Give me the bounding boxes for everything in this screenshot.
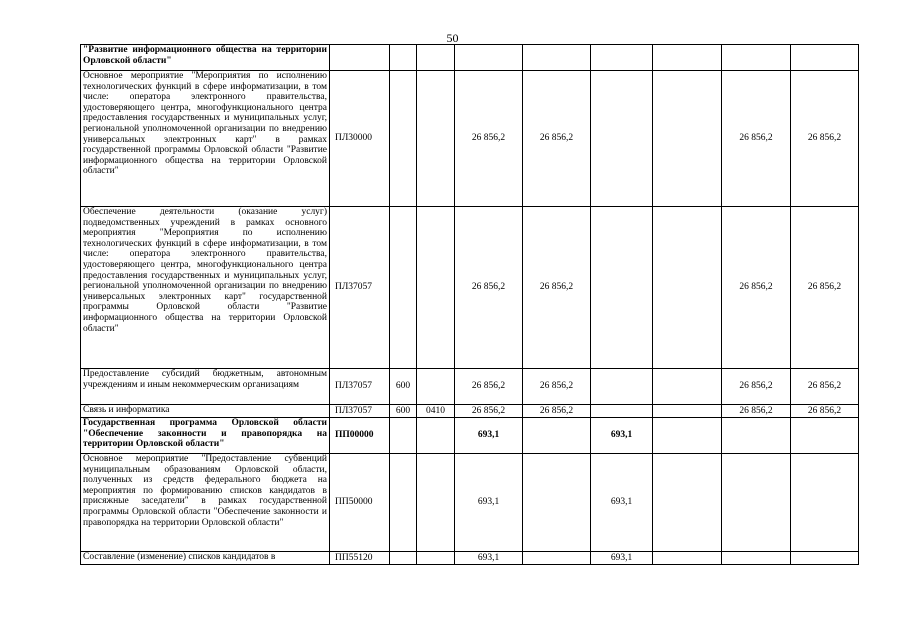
row-value-2: 26 856,2 bbox=[523, 71, 591, 207]
row-vr bbox=[390, 45, 417, 71]
row-value-5 bbox=[722, 552, 791, 565]
row-razdel bbox=[417, 207, 455, 369]
row-value-4 bbox=[653, 369, 722, 405]
row-value-1 bbox=[455, 45, 523, 71]
table-row bbox=[81, 71, 859, 207]
row-code: ПП55120 bbox=[330, 552, 390, 565]
row-value-5: 26 856,2 bbox=[722, 405, 791, 418]
row-value-2 bbox=[523, 454, 591, 552]
row-vr bbox=[390, 552, 417, 565]
row-name: Основное мероприятие "Предоставление субвенций муниципальным образованиям Орловской области, полученных из средств федерального бюджета на мероприятия по формированию списков кандидатов в присяжные заседатели" в рамках государственной программы Орловской области "Обеспечение законности и правопорядка на территории Орловской области" bbox=[81, 454, 330, 552]
row-name: Обеспечение деятельности (оказание услуг) подведомственных учреждений в рамках основного мероприятия "Мероприятия по исполнению технологических функций в сфере информатизации, в том числе: оператора электронного правительства, удостоверяющего центра, многофункционального центра предоставления государственных и муниципальных услуг, региональной уполномоченной организации по внедрению универсальных электронных карт" государственной программы Орловской области "Развитие информационного общества на территории Орловской области" bbox=[81, 207, 330, 369]
row-vr bbox=[390, 207, 417, 369]
row-code: ПЛ30000 bbox=[330, 71, 390, 207]
row-value-1: 693,1 bbox=[455, 418, 523, 454]
row-value-6 bbox=[791, 454, 859, 552]
row-value-4 bbox=[653, 418, 722, 454]
row-value-5 bbox=[722, 418, 791, 454]
row-value-1: 26 856,2 bbox=[455, 71, 523, 207]
row-name: Предоставление субсидий бюджетным, автономным учреждениям и иным некоммерческим организациям bbox=[81, 369, 330, 405]
row-value-4 bbox=[653, 454, 722, 552]
row-value-6 bbox=[791, 418, 859, 454]
row-value-5: 26 856,2 bbox=[722, 369, 791, 405]
table-row bbox=[81, 369, 859, 405]
row-razdel bbox=[417, 454, 455, 552]
row-value-1: 693,1 bbox=[455, 454, 523, 552]
row-value-4 bbox=[653, 71, 722, 207]
row-name: "Развитие информационного общества на территории Орловской области" bbox=[81, 45, 330, 71]
row-vr bbox=[390, 418, 417, 454]
row-value-6: 26 856,2 bbox=[791, 405, 859, 418]
row-razdel bbox=[417, 418, 455, 454]
row-value-4 bbox=[653, 405, 722, 418]
row-value-6: 26 856,2 bbox=[791, 369, 859, 405]
row-value-2: 26 856,2 bbox=[523, 405, 591, 418]
row-value-1: 26 856,2 bbox=[455, 207, 523, 369]
row-value-5: 26 856,2 bbox=[722, 207, 791, 369]
row-value-4 bbox=[653, 552, 722, 565]
row-value-3: 693,1 bbox=[591, 552, 653, 565]
table-row bbox=[81, 552, 859, 565]
budget-table bbox=[80, 44, 859, 565]
row-razdel bbox=[417, 71, 455, 207]
table-row bbox=[81, 405, 859, 418]
row-value-6: 26 856,2 bbox=[791, 207, 859, 369]
table-row bbox=[81, 418, 859, 454]
row-value-1: 26 856,2 bbox=[455, 405, 523, 418]
row-value-3 bbox=[591, 71, 653, 207]
row-value-5 bbox=[722, 454, 791, 552]
row-value-4 bbox=[653, 45, 722, 71]
row-name: Связь и информатика bbox=[81, 405, 330, 418]
row-code: ПЛ37057 bbox=[330, 207, 390, 369]
table-row bbox=[81, 45, 859, 71]
row-value-5 bbox=[722, 45, 791, 71]
row-value-2 bbox=[523, 552, 591, 565]
row-code: ПЛ37057 bbox=[330, 369, 390, 405]
table-row bbox=[81, 454, 859, 552]
row-value-6 bbox=[791, 552, 859, 565]
row-value-6 bbox=[791, 45, 859, 71]
row-code: ПЛ37057 bbox=[330, 405, 390, 418]
row-vr bbox=[390, 71, 417, 207]
row-value-3: 693,1 bbox=[591, 418, 653, 454]
row-razdel: 0410 bbox=[417, 405, 455, 418]
row-value-1: 26 856,2 bbox=[455, 369, 523, 405]
row-vr: 600 bbox=[390, 405, 417, 418]
row-value-3 bbox=[591, 45, 653, 71]
row-code: ПП50000 bbox=[330, 454, 390, 552]
row-name: Составление (изменение) списков кандидатов в bbox=[81, 552, 330, 565]
row-value-3 bbox=[591, 369, 653, 405]
row-value-3: 693,1 bbox=[591, 454, 653, 552]
row-value-5: 26 856,2 bbox=[722, 71, 791, 207]
row-razdel bbox=[417, 45, 455, 71]
row-value-1: 693,1 bbox=[455, 552, 523, 565]
page-number: 50 bbox=[446, 31, 459, 45]
row-code: ПП00000 bbox=[330, 418, 390, 454]
row-name: Государственная программа Орловской области "Обеспечение законности и правопорядка на территории Орловской области" bbox=[81, 418, 330, 454]
row-value-2: 26 856,2 bbox=[523, 369, 591, 405]
row-value-4 bbox=[653, 207, 722, 369]
row-name: Основное мероприятие "Мероприятия по исполнению технологических функций в сфере информатизации, в том числе: оператора электронного правительства, удостоверяющего центра, многофункционального центра предоставления государственных и муниципальных услуг, региональной уполномоченной организации по внедрению универсальных электронных карт" в рамках государственной программы Орловской области "Развитие информационного общества на территории Орловской области" bbox=[81, 71, 330, 207]
row-razdel bbox=[417, 369, 455, 405]
row-razdel bbox=[417, 552, 455, 565]
row-value-2 bbox=[523, 418, 591, 454]
row-value-3 bbox=[591, 405, 653, 418]
row-value-2 bbox=[523, 45, 591, 71]
row-vr bbox=[390, 454, 417, 552]
row-value-6: 26 856,2 bbox=[791, 71, 859, 207]
row-value-2: 26 856,2 bbox=[523, 207, 591, 369]
row-value-3 bbox=[591, 207, 653, 369]
table-row bbox=[81, 207, 859, 369]
row-vr: 600 bbox=[390, 369, 417, 405]
row-code bbox=[330, 45, 390, 71]
